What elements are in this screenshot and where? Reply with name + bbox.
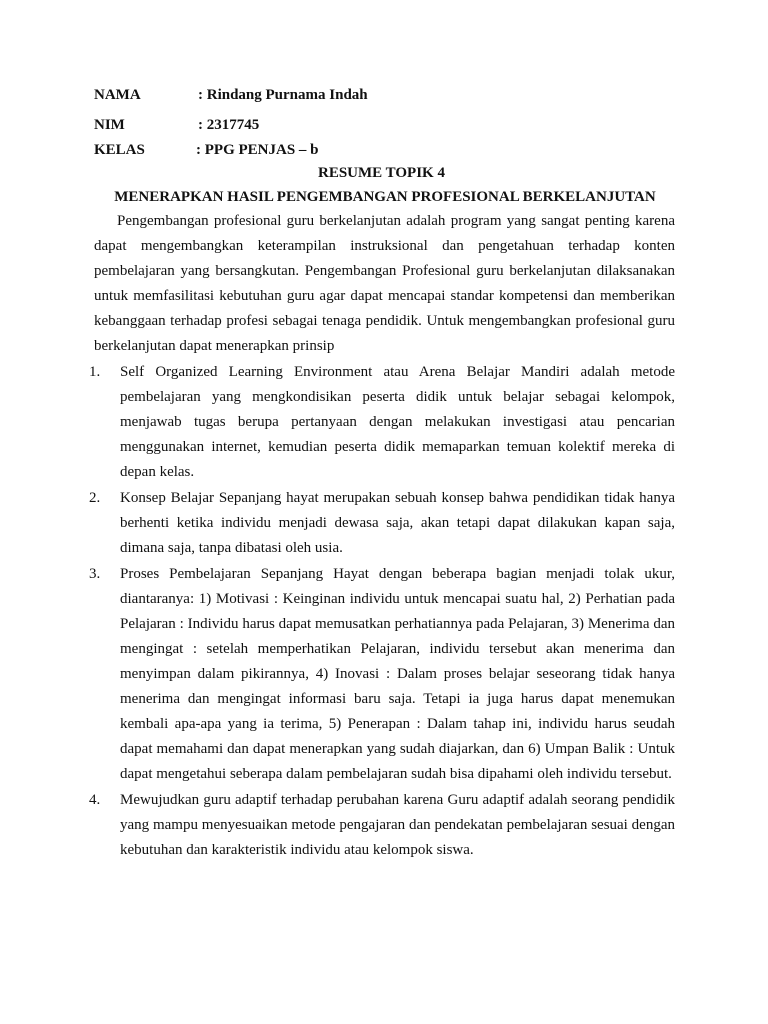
list-item-text: Konsep Belajar Sepanjang hayat merupakan sebuah konsep bahwa pendidikan tidak hanya berhenti ketika individu menjadi dewasa saja, akan tetapi dapat dilakukan kapan saja, dimana saja, tanpa dibatasi oleh usia. — [120, 490, 675, 556]
principle-list — [89, 360, 675, 863]
list-item — [89, 788, 675, 863]
intro-paragraph: Pengembangan profesional guru berkelanjutan adalah program yang sangat penting karena dapat mengembangkan keterampilan instruksional dan pengetahuan terhadap konten pembelajaran yang bersangkutan. Pengembangan Profesional guru berkelanjutan dilaksanakan untuk memfasilitasi kebutuhan guru agar dapat mencapai standar kompetensi dan memberikan kebanggaan terhadap profesi sebagai tenaga pendidik. Untuk mengembangkan profesional guru berkelanjutan dapat menerapkan prinsip — [94, 213, 675, 354]
list-item-text: Self Organized Learning Environment atau Arena Belajar Mandiri adalah metode pembelajaran yang mengkondisikan peserta didik untuk belajar sebagai kelompok, menjawab tugas berupa pertanyaan dengan melakukan investigasi atau pencarian menggunakan internet, kemudian peserta didik memaparkan temuan kolektif mereka di depan kelas. — [120, 364, 675, 480]
kelas-value: : PPG PENJAS – b — [196, 142, 319, 158]
list-item — [89, 360, 675, 485]
list-item-text: Proses Pembelajaran Sepanjang Hayat dengan beberapa bagian menjadi tolak ukur, diantaranya: 1) Motivasi : Keinginan individu untuk mencapai suatu hal, 2) Perhatian pada Pelajaran : Individu harus dapat memusatkan perhatiannya pada Pelajaran, 3) Menerima dan mengingat : setelah memperhatikan Pelajaran, individu tersebut akan menerima dan menyimpan dalam pikirannya, 4) Inovasi : Dalam proses belajar seseorang tidak hanya menerima dan mengingat informasi baru saja. Tetapi ia juga harus dapat menemukan kembali apa-apa yang ia terima, 5) Penerapan : Dalam tahap ini, individu harus seudah dapat memahami dan dapat menerapkan yang sudah diajarkan, dan 6) Umpan Balik : Untuk dapat mengetahui seberapa dalam pembelajaran sudah bisa dipahami oleh individu tersebut. — [120, 566, 675, 782]
list-item — [89, 562, 675, 787]
nama-label: NAMA — [94, 87, 141, 103]
nim-label: NIM — [94, 117, 125, 133]
list-item-number: 4. — [89, 792, 101, 808]
nama-value: : Rindang Purnama Indah — [198, 87, 368, 103]
list-item-number: 2. — [89, 490, 101, 506]
list-item-text: Mewujudkan guru adaptif terhadap perubahan karena Guru adaptif adalah seorang pendidik yang mampu menyesuaikan metode pengajaran dan pendekatan pembelajaran sesuai dengan kebutuhan dan karakteristik individu atau kelompok siswa. — [120, 792, 675, 858]
document-title: RESUME TOPIK 4 — [318, 165, 445, 181]
document-subtitle: MENERAPKAN HASIL PENGEMBANGAN PROFESIONAL BERKELANJUTAN — [114, 189, 656, 205]
document-body — [89, 209, 675, 863]
list-item — [89, 486, 675, 561]
kelas-label: KELAS — [94, 142, 145, 158]
nim-value: : 2317745 — [198, 117, 260, 133]
list-item-number: 1. — [89, 364, 101, 380]
list-item-number: 3. — [89, 566, 101, 582]
